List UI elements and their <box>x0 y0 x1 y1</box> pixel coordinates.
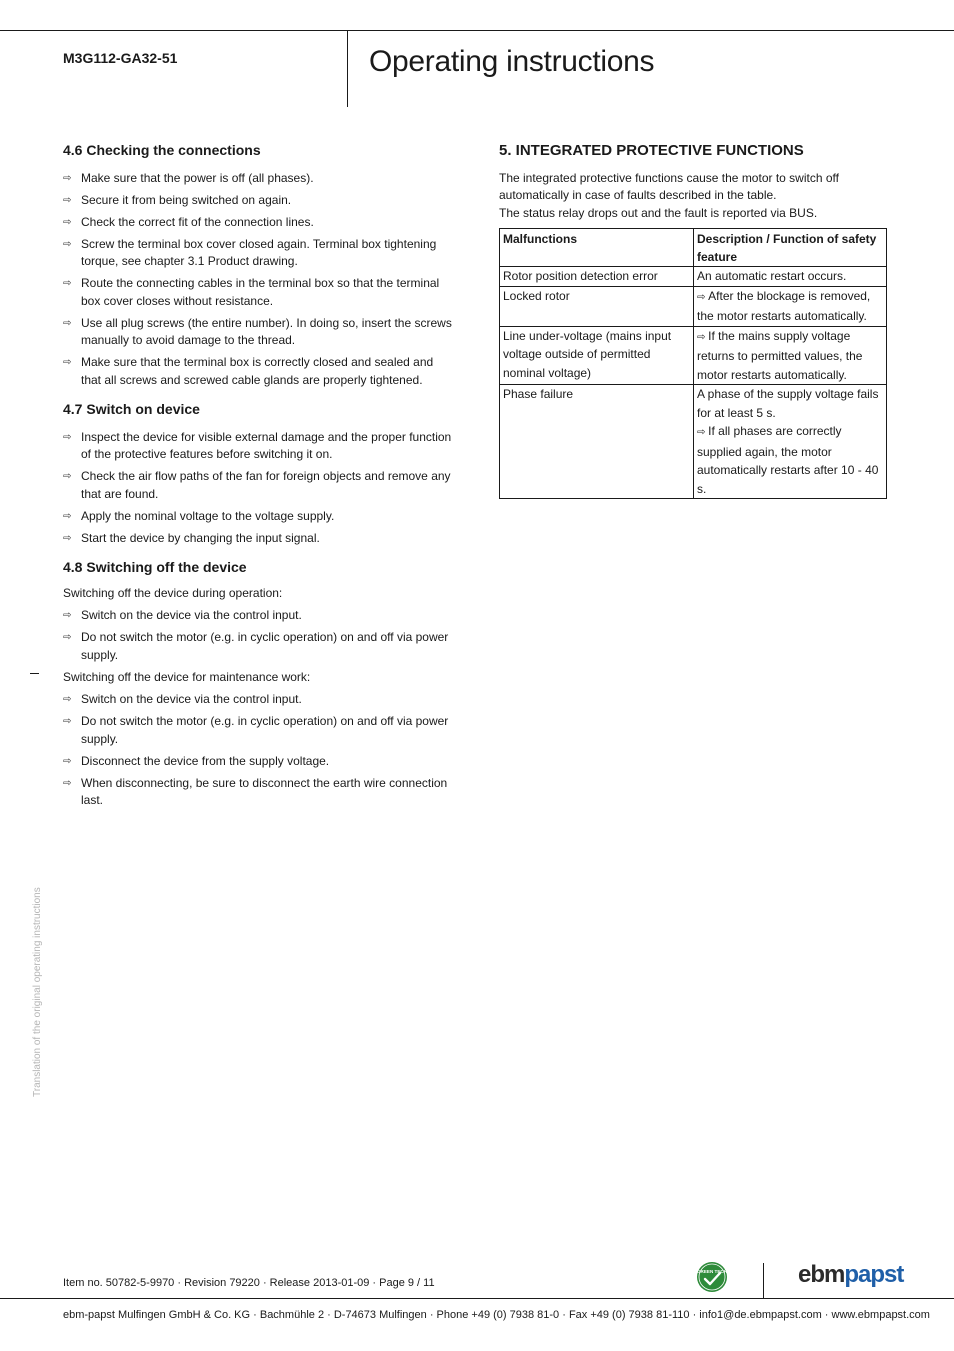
list-item <box>63 691 453 709</box>
table-cell-fault: Line under-voltage (mains input voltage outside of permitted nominal voltage) <box>500 326 694 385</box>
footer-logos <box>696 1261 904 1295</box>
cell-text: An automatic restart occurs. <box>697 269 847 283</box>
header-top-rule <box>0 30 954 31</box>
arrow-bullet-icon: ⇨ <box>63 317 72 329</box>
list-item-text: Make sure that the terminal box is correctly closed and sealed and that all screws and screwed cable glands are properly tightened. <box>81 355 434 387</box>
arrow-bullet-icon: ⇨ <box>63 632 72 643</box>
protective-functions-table <box>499 228 887 499</box>
list-item <box>63 214 453 232</box>
model-number: M3G112-GA32-51 <box>63 50 178 66</box>
list-item-text: Switch on the device via the control input. <box>81 608 302 622</box>
section-heading: 4.8 Switching off the device <box>63 559 247 575</box>
paragraph: The status relay drops out and the fault is reported via BUS. <box>499 205 818 220</box>
list-item-text: Use all plug screws (the entire number). In doing so, insert the screws manually to avoid damage to the thread. <box>81 315 452 347</box>
arrow-bullet-icon: ⇨ <box>63 278 72 289</box>
arrow-bullet-icon: ⇨ <box>63 694 72 705</box>
bullet-list <box>63 429 453 548</box>
green-tech-badge-icon <box>696 1261 728 1293</box>
list-item <box>63 236 453 271</box>
arrow-bullet-icon: ⇨ <box>63 716 72 727</box>
arrow-bullet-icon: ⇨ <box>63 194 72 206</box>
ebmpapst-logo <box>798 1261 903 1289</box>
margin-tick-mark <box>30 673 39 674</box>
arrow-bullet-icon: ⇨ <box>63 172 72 184</box>
arrow-bullet-icon: ⇨ <box>63 471 72 482</box>
list-item-text: Switch on the device via the control input. <box>81 692 302 706</box>
cell-text: A phase of the supply voltage fails for at least 5 s. <box>697 387 879 420</box>
arrow-bullet-icon: ⇨ <box>63 238 72 250</box>
list-item <box>63 192 453 210</box>
table-row <box>500 267 887 287</box>
list-item-text: Secure it from being switched on again. <box>81 192 292 207</box>
bullet-list <box>63 607 453 664</box>
list-item <box>63 607 453 625</box>
green-tech-label: GREEN TECH <box>696 1269 728 1274</box>
list-item <box>63 530 453 548</box>
table-row <box>500 385 887 499</box>
list-item-text: Do not switch the motor (e.g. in cyclic operation) on and off via power supply. <box>81 630 449 662</box>
arrow-bullet-icon: ⇨ <box>697 427 709 438</box>
list-item-text: Make sure that the power is off (all phases). <box>81 170 314 185</box>
table-cell-desc <box>694 326 887 385</box>
left-column <box>63 142 453 822</box>
table-cell-desc <box>694 286 887 326</box>
arrow-bullet-icon: ⇨ <box>63 610 72 621</box>
section-4-7 <box>63 401 453 547</box>
list-item <box>63 354 453 389</box>
sidebar-translation-note: Translation of the original operating instructions <box>32 887 43 1097</box>
table-header-row <box>500 229 887 267</box>
arrow-bullet-icon: ⇨ <box>697 331 709 343</box>
table-cell-fault: Rotor position detection error <box>500 267 694 287</box>
arrow-bullet-icon: ⇨ <box>63 777 72 789</box>
section-heading: 4.7 Switch on device <box>63 401 200 417</box>
company-address: ebm-papst Mulfingen GmbH & Co. KG · Bachmühle 2 · D-74673 Mulfingen · Phone +49 (0) 7938 81-0 · Fax +49 (0) 7938 81-110 · info1@de.ebmpapst.com · www.ebmpapst.com <box>63 1309 930 1321</box>
list-item <box>63 315 453 350</box>
section-heading-5: 5. INTEGRATED PROTECTIVE FUNCTIONS <box>499 142 804 159</box>
column-header-malfunctions: Malfunctions <box>500 229 694 267</box>
paragraph: Switching off the device for maintenance work: <box>63 669 311 684</box>
section-heading: 4.6 Checking the connections <box>63 142 261 158</box>
list-item <box>63 508 453 526</box>
table-cell-desc <box>694 267 887 287</box>
arrow-bullet-icon: ⇨ <box>63 755 72 767</box>
table-row <box>500 286 887 326</box>
paragraph: The integrated protective functions cause the motor to switch off automatically in case of faults described in the table. <box>499 170 839 202</box>
arrow-bullet-icon: ⇨ <box>63 431 72 443</box>
list-item <box>63 429 453 464</box>
list-item-text: Check the air flow paths of the fan for foreign objects and remove any that are found. <box>81 469 451 501</box>
list-item-text: Start the device by changing the input signal. <box>81 530 320 545</box>
list-item <box>63 753 453 771</box>
arrow-bullet-icon: ⇨ <box>63 532 72 544</box>
document-title: Operating instructions <box>369 45 655 78</box>
item-info: Item no. 50782-5-9970 · Revision 79220 · Release 2013-01-09 · Page 9 / 11 <box>63 1277 435 1289</box>
list-item-text: Apply the nominal voltage to the voltage supply. <box>81 508 335 523</box>
brand-part-1: ebm <box>798 1261 845 1288</box>
table-cell-fault: Locked rotor <box>500 286 694 326</box>
header-divider <box>347 30 348 107</box>
list-item-text: Screw the terminal box cover closed again. Terminal box tightening torque, see chapter 3.1 Product drawing. <box>81 236 437 268</box>
arrow-bullet-icon: ⇨ <box>697 291 709 303</box>
list-item-text: Route the connecting cables in the terminal box so that the terminal box cover closes without resistance. <box>81 276 440 308</box>
bullet-list <box>63 691 453 810</box>
list-item-text: When disconnecting, be sure to disconnect the earth wire connection last. <box>81 775 448 807</box>
list-item <box>63 713 453 748</box>
column-header-description: Description / Function of safety feature <box>694 229 887 267</box>
arrow-bullet-icon: ⇨ <box>63 357 72 368</box>
arrow-bullet-icon: ⇨ <box>63 510 72 522</box>
section-4-8 <box>63 559 453 810</box>
list-item-text: Inspect the device for visible external damage and the proper function of the protective features before switching it on. <box>81 429 452 461</box>
list-item-text: Do not switch the motor (e.g. in cyclic operation) on and off via power supply. <box>81 714 449 746</box>
section-4-6 <box>63 142 453 389</box>
brand-part-2: papst <box>844 1261 904 1288</box>
list-item <box>63 275 453 310</box>
list-item <box>63 775 453 810</box>
list-item <box>63 629 453 664</box>
list-item-text: Disconnect the device from the supply voltage. <box>81 753 330 768</box>
cell-text: After the blockage is removed, the motor restarts automatically. <box>697 288 871 323</box>
table-row <box>500 326 887 385</box>
logo-divider <box>763 1263 764 1299</box>
cell-text: If all phases are correctly supplied again, the motor automatically restarts after 10 - 40 s. <box>697 424 879 496</box>
bullet-list <box>63 170 453 390</box>
right-column <box>499 142 889 499</box>
arrow-bullet-icon: ⇨ <box>63 216 72 228</box>
list-item <box>63 170 453 188</box>
list-item <box>63 468 453 503</box>
footer-rule <box>0 1298 954 1299</box>
cell-text: If the mains supply voltage returns to permitted values, the motor restarts automatically. <box>697 328 863 382</box>
paragraph: Switching off the device during operation: <box>63 585 283 600</box>
table-cell-desc <box>694 385 887 499</box>
table-cell-fault: Phase failure <box>500 385 694 499</box>
list-item-text: Check the correct fit of the connection lines. <box>81 214 314 229</box>
